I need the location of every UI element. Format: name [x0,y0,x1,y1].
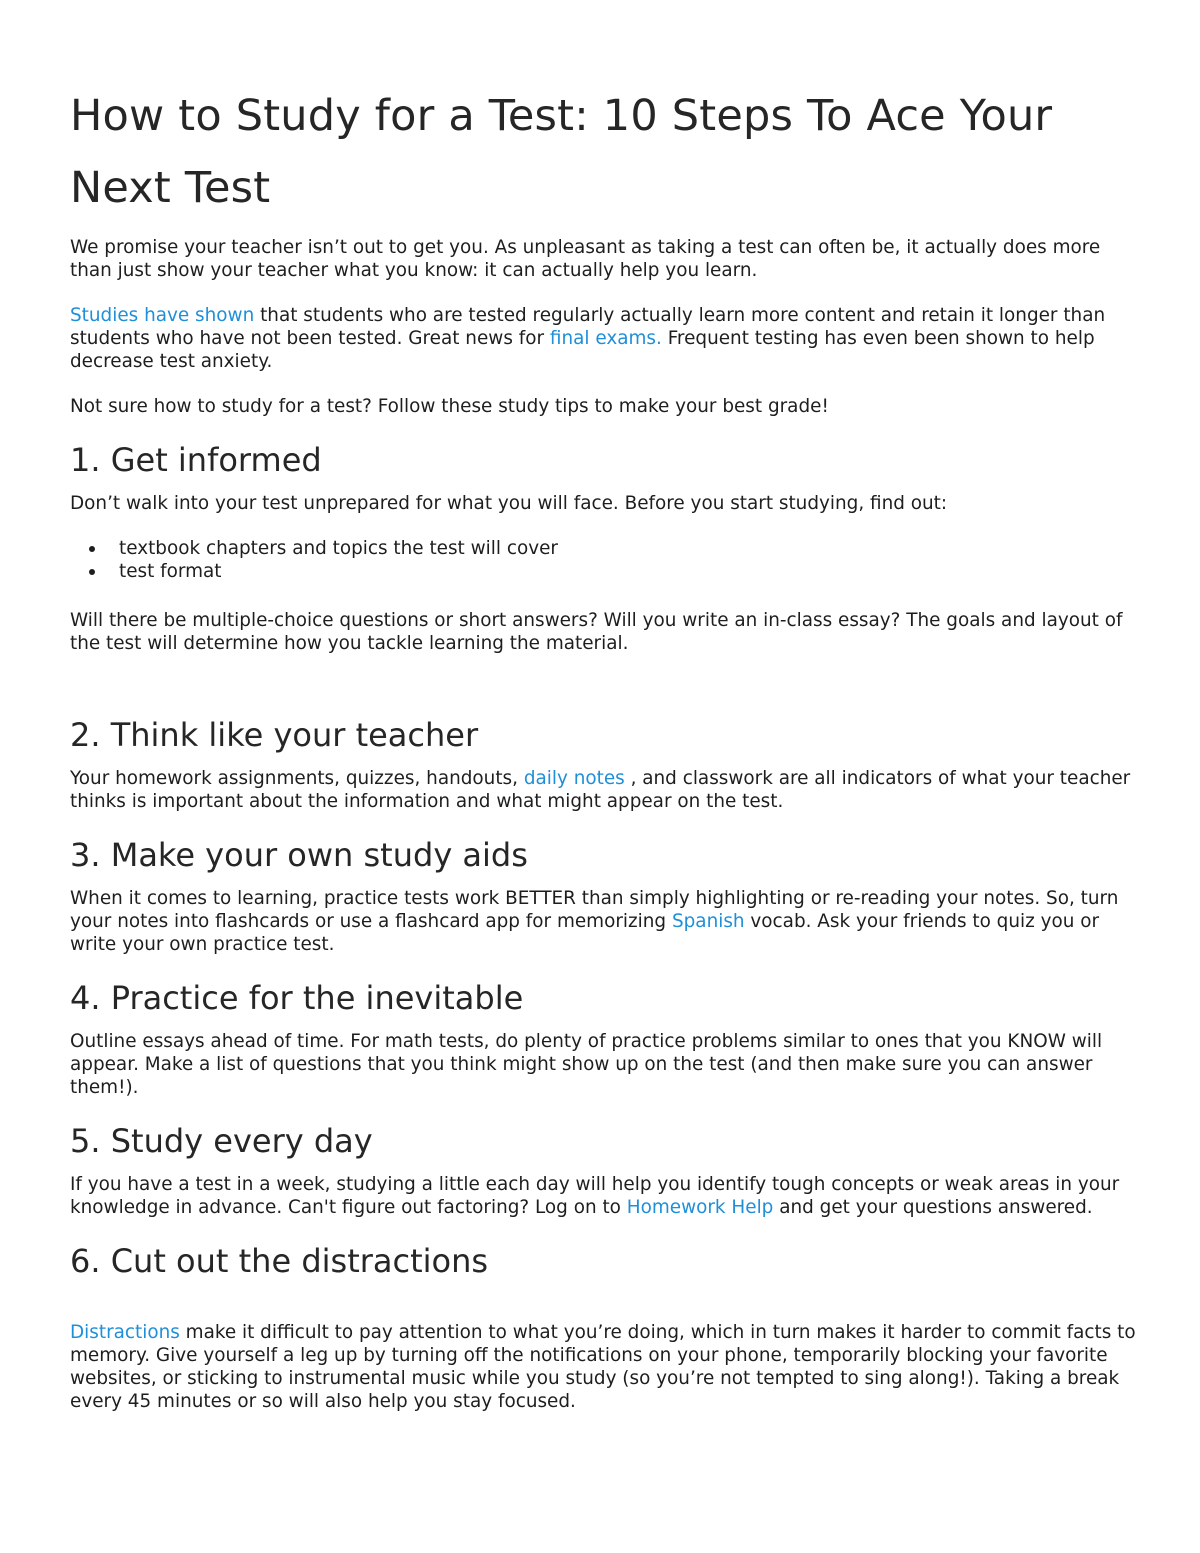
section-4-heading: 4. Practice for the inevitable [70,979,524,1017]
list-item: test format [119,560,1140,583]
section-6-text-b: make it difficult to pay attention to what you’re doing, which in turn makes it harder to commit facts to memory. Give yourself a leg up by turning off the notifications on your phone, temporarily blocking your favorite websites, or sticking to instrumental music while you study (so you’re not tempted to sing along!). Taking a break every 45 minutes or so will also help you stay focused. [70,1322,1136,1412]
list-item: textbook chapters and topics the test will cover [119,537,1140,560]
section-2-heading: 2. Think like your teacher [70,716,479,754]
section-4-paragraph: Outline essays ahead of time. For math tests, do plenty of practice problems similar to ones that you KNOW will appear. Make a list of questions that you think might show up on the test (and then make sure you can answer them!). [70,1031,1103,1098]
intro-paragraph-2-text-b: Frequent testing has even been shown to help decrease test anxiety. [70,328,1095,372]
spanish-link[interactable]: Spanish [671,911,745,932]
section-3-text-b: vocab. Ask your friends to quiz you or write your own practice test. [70,911,1100,955]
section-6-paragraph [70,1321,1140,1413]
intro-paragraph-3: Not sure how to study for a test? Follow these study tips to make your best grade! [70,396,829,417]
section-2-text-a: Your homework assignments, quizzes, handouts, [70,768,524,789]
final-exams-link[interactable]: final exams. [549,328,662,349]
section-5-heading: 5. Study every day [70,1122,373,1160]
section-1-paragraph-2: Will there be multiple-choice questions or short answers? Will you write an in-class essay? The goals and layout of the test will determine how you tackle learning the material. [70,610,1123,654]
section-2-text-b: , and classwork are all indicators of what your teacher thinks is important about the information and what might appear on the test. [70,768,1131,812]
intro-paragraph-1: We promise your teacher isn’t out to get you. As unpleasant as taking a test can often be, it actually does more than just show your teacher what you know: it can actually help you learn. [70,237,1101,281]
homework-help-link[interactable]: Homework Help [626,1197,774,1218]
page-title: How to Study for a Test: 10 Steps To Ace Your Next Test [70,91,1053,213]
section-5-paragraph [70,1173,1140,1219]
section-1-heading: 1. Get informed [70,441,322,479]
section-3-text-a: When it comes to learning, practice tests work BETTER than simply highlighting or re-reading your notes. So, turn your notes into flashcards or use a flashcard app for memorizing [70,888,1119,932]
section-5-text-a: If you have a test in a week, studying a little each day will help you identify tough concepts or weak areas in your knowledge in advance. Can't figure out factoring? Log on to [70,1174,1120,1218]
intro-paragraph-2-text-a: that students who are tested regularly actually learn more content and retain it longer than students who have not been tested. Great news for [70,305,1106,349]
daily-notes-link[interactable]: daily notes [523,768,625,789]
section-1-paragraph-1: Don’t walk into your test unprepared for what you will face. Before you start studying, find out: [70,493,948,514]
distractions-link[interactable]: Distractions [70,1322,180,1343]
section-3-heading: 3. Make your own study aids [70,836,528,874]
studies-have-shown-link[interactable]: Studies have shown [70,305,255,326]
section-5-text-b: and get your questions answered. [773,1197,1093,1218]
section-1-bullet-list [70,537,1140,583]
intro-paragraph-2 [70,304,1140,373]
section-3-paragraph [70,887,1140,956]
section-2-paragraph [70,767,1140,813]
section-6-heading: 6. Cut out the distractions [70,1242,489,1280]
document-page [70,80,1140,1435]
